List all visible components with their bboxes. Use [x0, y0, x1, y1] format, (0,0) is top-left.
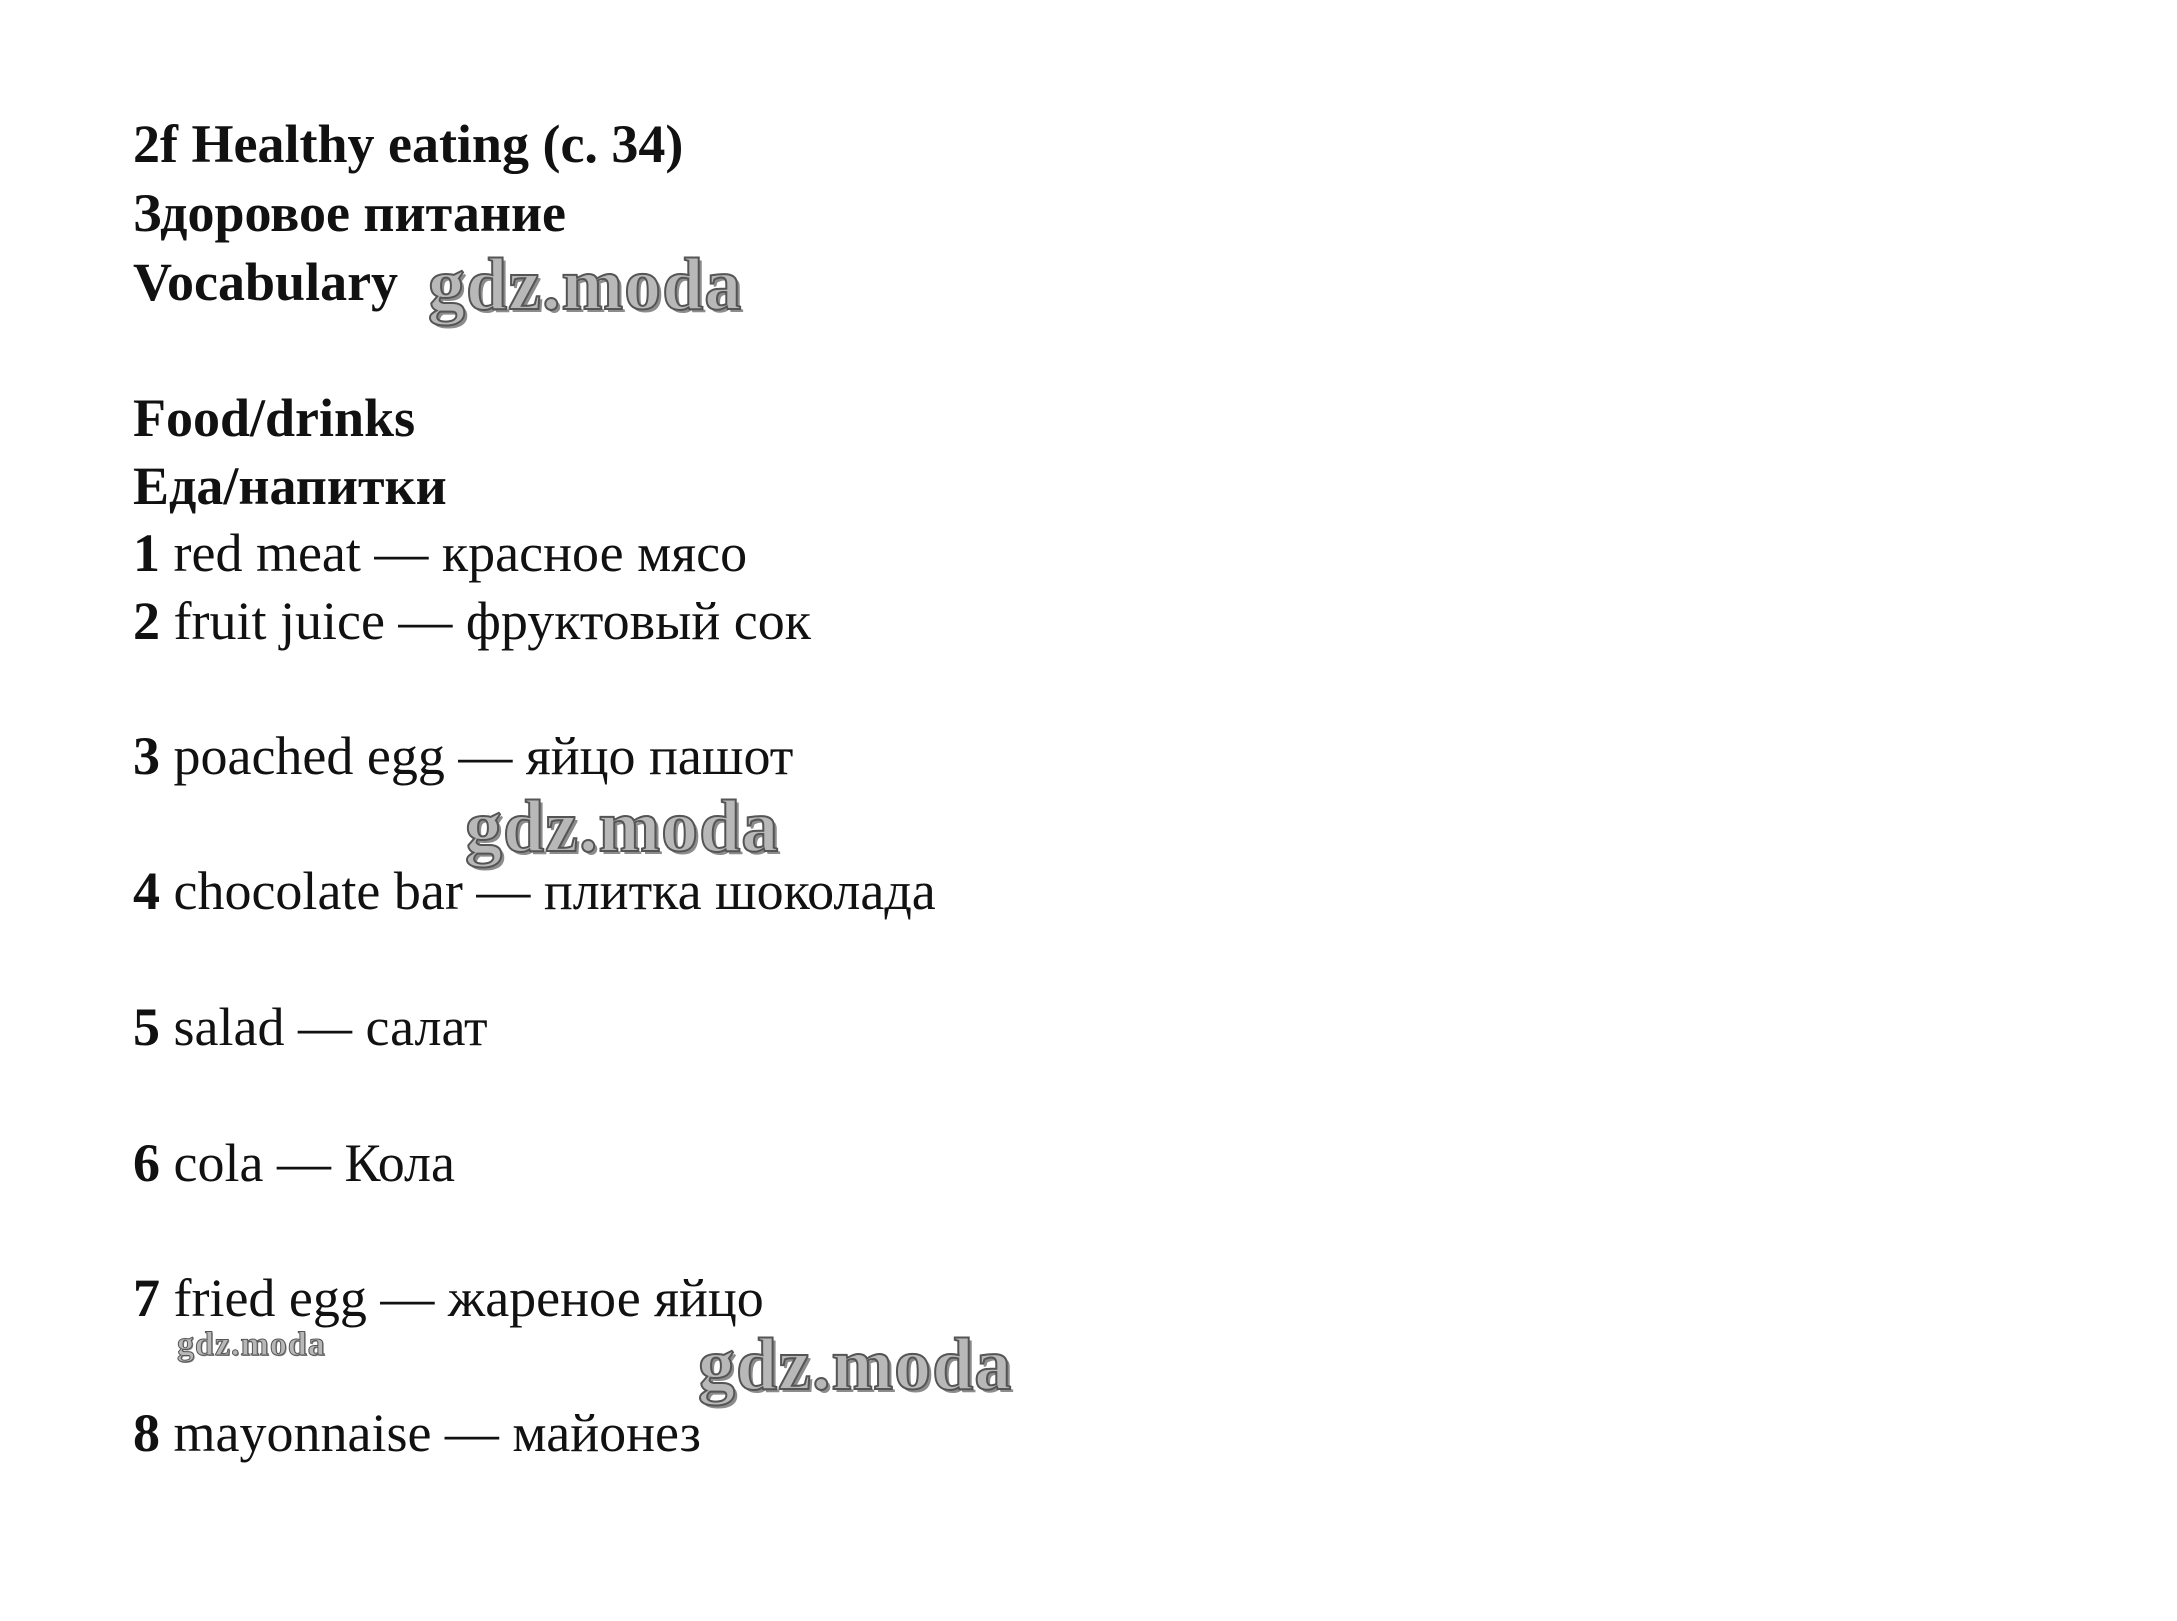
- watermark: gdz.moda: [465, 786, 780, 868]
- item-number: 4: [133, 861, 160, 921]
- item-text: fruit juice — фруктовый сок: [160, 591, 811, 651]
- item-text: fried egg — жареное яйцо: [160, 1268, 764, 1328]
- item-text: chocolate bar — плитка шоколада: [160, 861, 936, 921]
- item-number: 8: [133, 1403, 160, 1463]
- page-subtitle: Здоровое питание: [133, 183, 567, 243]
- watermark: gdz.moda: [698, 1324, 1013, 1406]
- list-item: [133, 521, 747, 585]
- item-text: mayonnaise — майонез: [160, 1403, 701, 1463]
- list-item: [133, 1131, 455, 1195]
- item-number: 6: [133, 1133, 160, 1193]
- category-title-ru: Еда/напитки: [133, 456, 447, 516]
- section-label: Vocabulary: [133, 252, 399, 312]
- list-item: [133, 724, 793, 788]
- list-item: [133, 1401, 701, 1465]
- item-text: poached egg — яйцо пашот: [160, 726, 794, 786]
- item-text: salad — салат: [160, 997, 488, 1057]
- page-title: 2f Healthy eating (с. 34): [133, 114, 684, 174]
- category-title-en: Food/drinks: [133, 388, 416, 448]
- item-number: 7: [133, 1268, 160, 1328]
- item-number: 5: [133, 997, 160, 1057]
- watermark: gdz.moda: [177, 1326, 326, 1363]
- list-item: [133, 589, 811, 653]
- item-text: cola — Кола: [160, 1133, 455, 1193]
- item-number: 2: [133, 591, 160, 651]
- item-number: 3: [133, 726, 160, 786]
- watermark: gdz.moda: [428, 244, 743, 326]
- item-number: 1: [133, 523, 160, 583]
- list-item: [133, 995, 488, 1059]
- item-text: red meat — красное мясо: [160, 523, 748, 583]
- list-item: [133, 1266, 764, 1330]
- list-item: [133, 859, 936, 923]
